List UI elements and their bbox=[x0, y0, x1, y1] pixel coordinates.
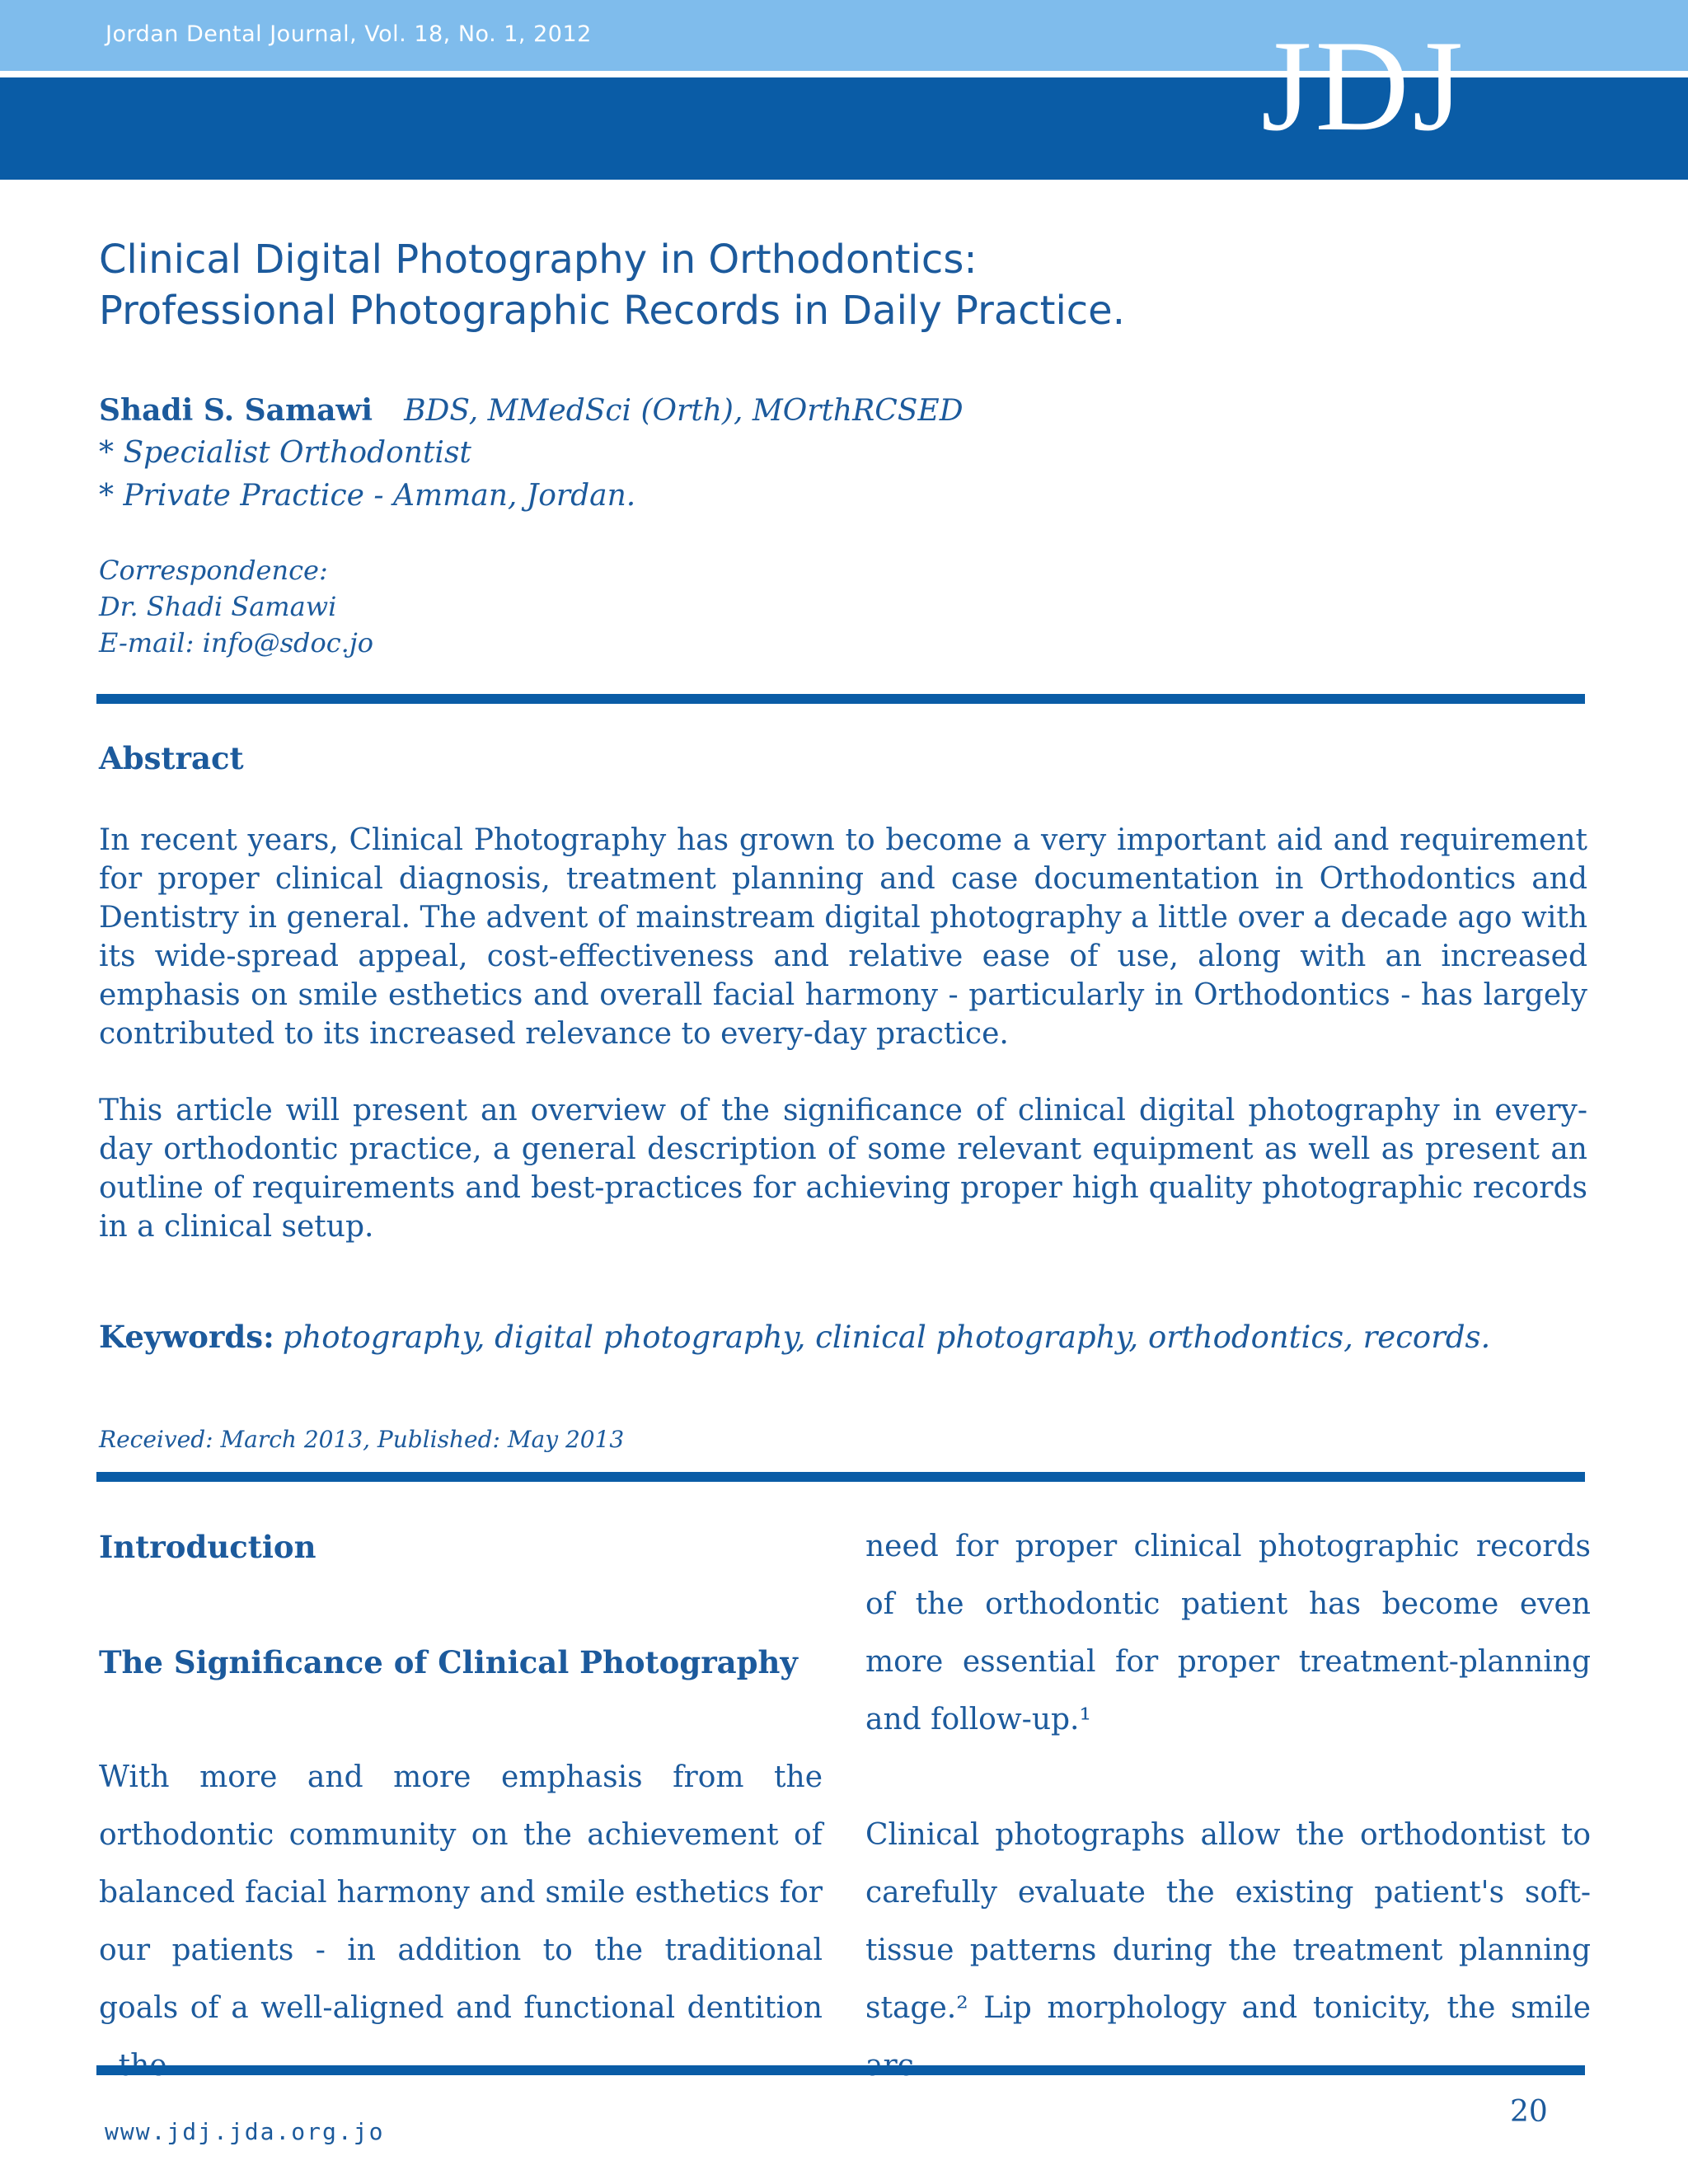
article-title bbox=[99, 234, 1582, 336]
author-name: Shadi S. Samawi bbox=[99, 393, 373, 428]
affiliation-1: * Specialist Orthodontist bbox=[99, 436, 471, 470]
author-line bbox=[99, 389, 964, 433]
footer-url-link[interactable]: www.jdj.jda.org.jo bbox=[105, 2118, 385, 2145]
title-line-1: Clinical Digital Photography in Orthodontics: bbox=[99, 237, 978, 283]
rule-above-body bbox=[96, 1472, 1585, 1482]
keywords bbox=[99, 1319, 1490, 1355]
correspondence-label: Correspondence: bbox=[99, 555, 328, 586]
page-number: 20 bbox=[1510, 2095, 1548, 2129]
abstract-paragraph-1: In recent years, Clinical Photography has grown to become a very important aid and requirement for proper clinical diagnosis, treatment planning and case documentation in Orthodontics and Dentistry in general. The advent of mainstream digital photography a little over a decade ago with its wide-spread appeal, cost-effectiveness and relative ease of use, along with an increased emphasis on smile esthetics and overall facial harmony - particularly in Orthodontics - has largely contributed to its increased relevance to every-day practice. bbox=[99, 823, 1587, 1051]
right-column-paragraph-2: Clinical photographs allow the orthodontist to carefully evaluate the existing patient's soft-tissue patterns during the treatment planning stage.² Lip morphology and tonicity, the smile bbox=[865, 1818, 1591, 2025]
left-column-paragraph: With more and more emphasis from the orthodontic community on the achievement of balanced facial harmony and smile esthetics for our patients - in addition to the traditional goals of a well-aligned and functional dentition bbox=[99, 1760, 823, 2025]
right-column-paragraph-1: need for proper clinical photographic records of the orthodontic patient has become even more essential for proper treatment-planning and follow-up.¹ bbox=[865, 1530, 1591, 1736]
abstract-heading: Abstract bbox=[99, 740, 244, 776]
footer-rule bbox=[96, 2065, 1585, 2075]
rule-above-abstract bbox=[96, 694, 1585, 704]
significance-heading: The Significance of Clinical Photography bbox=[99, 1644, 798, 1680]
affiliation-2: * Private Practice - Amman, Jordan. bbox=[99, 479, 636, 513]
keywords-list: photography, digital photography, clinical photography, orthodontics, records. bbox=[282, 1319, 1491, 1355]
correspondence-name: Dr. Shadi Samawi bbox=[99, 591, 337, 622]
journal-citation: Jordan Dental Journal, Vol. 18, No. 1, 2012 bbox=[106, 21, 592, 47]
body-right-column bbox=[865, 1518, 1591, 2095]
body-left-column bbox=[99, 1518, 823, 2095]
title-line-2: Professional Photographic Records in Daily Practice. bbox=[99, 288, 1125, 334]
keywords-label: Keywords: bbox=[99, 1319, 274, 1355]
correspondence-email: E-mail: info@sdoc.jo bbox=[99, 627, 374, 658]
jdj-logo: JDJ bbox=[1261, 14, 1467, 158]
received-published-dates: Received: March 2013, Published: May 2013 bbox=[99, 1426, 625, 1453]
author-degrees: BDS, MMedSci (Orth), MOrthRCSED bbox=[404, 394, 964, 428]
abstract-paragraph-2: This article will present an overview of the significance of clinical digital photography in every-day orthodontic practice, a general description of some relevant equipment as well as present an outline of requirements and best-practices for achieving proper high quality photographic records in a clinical setup. bbox=[99, 1094, 1587, 1244]
introduction-heading: Introduction bbox=[99, 1529, 316, 1565]
correspondence-block bbox=[99, 552, 373, 661]
